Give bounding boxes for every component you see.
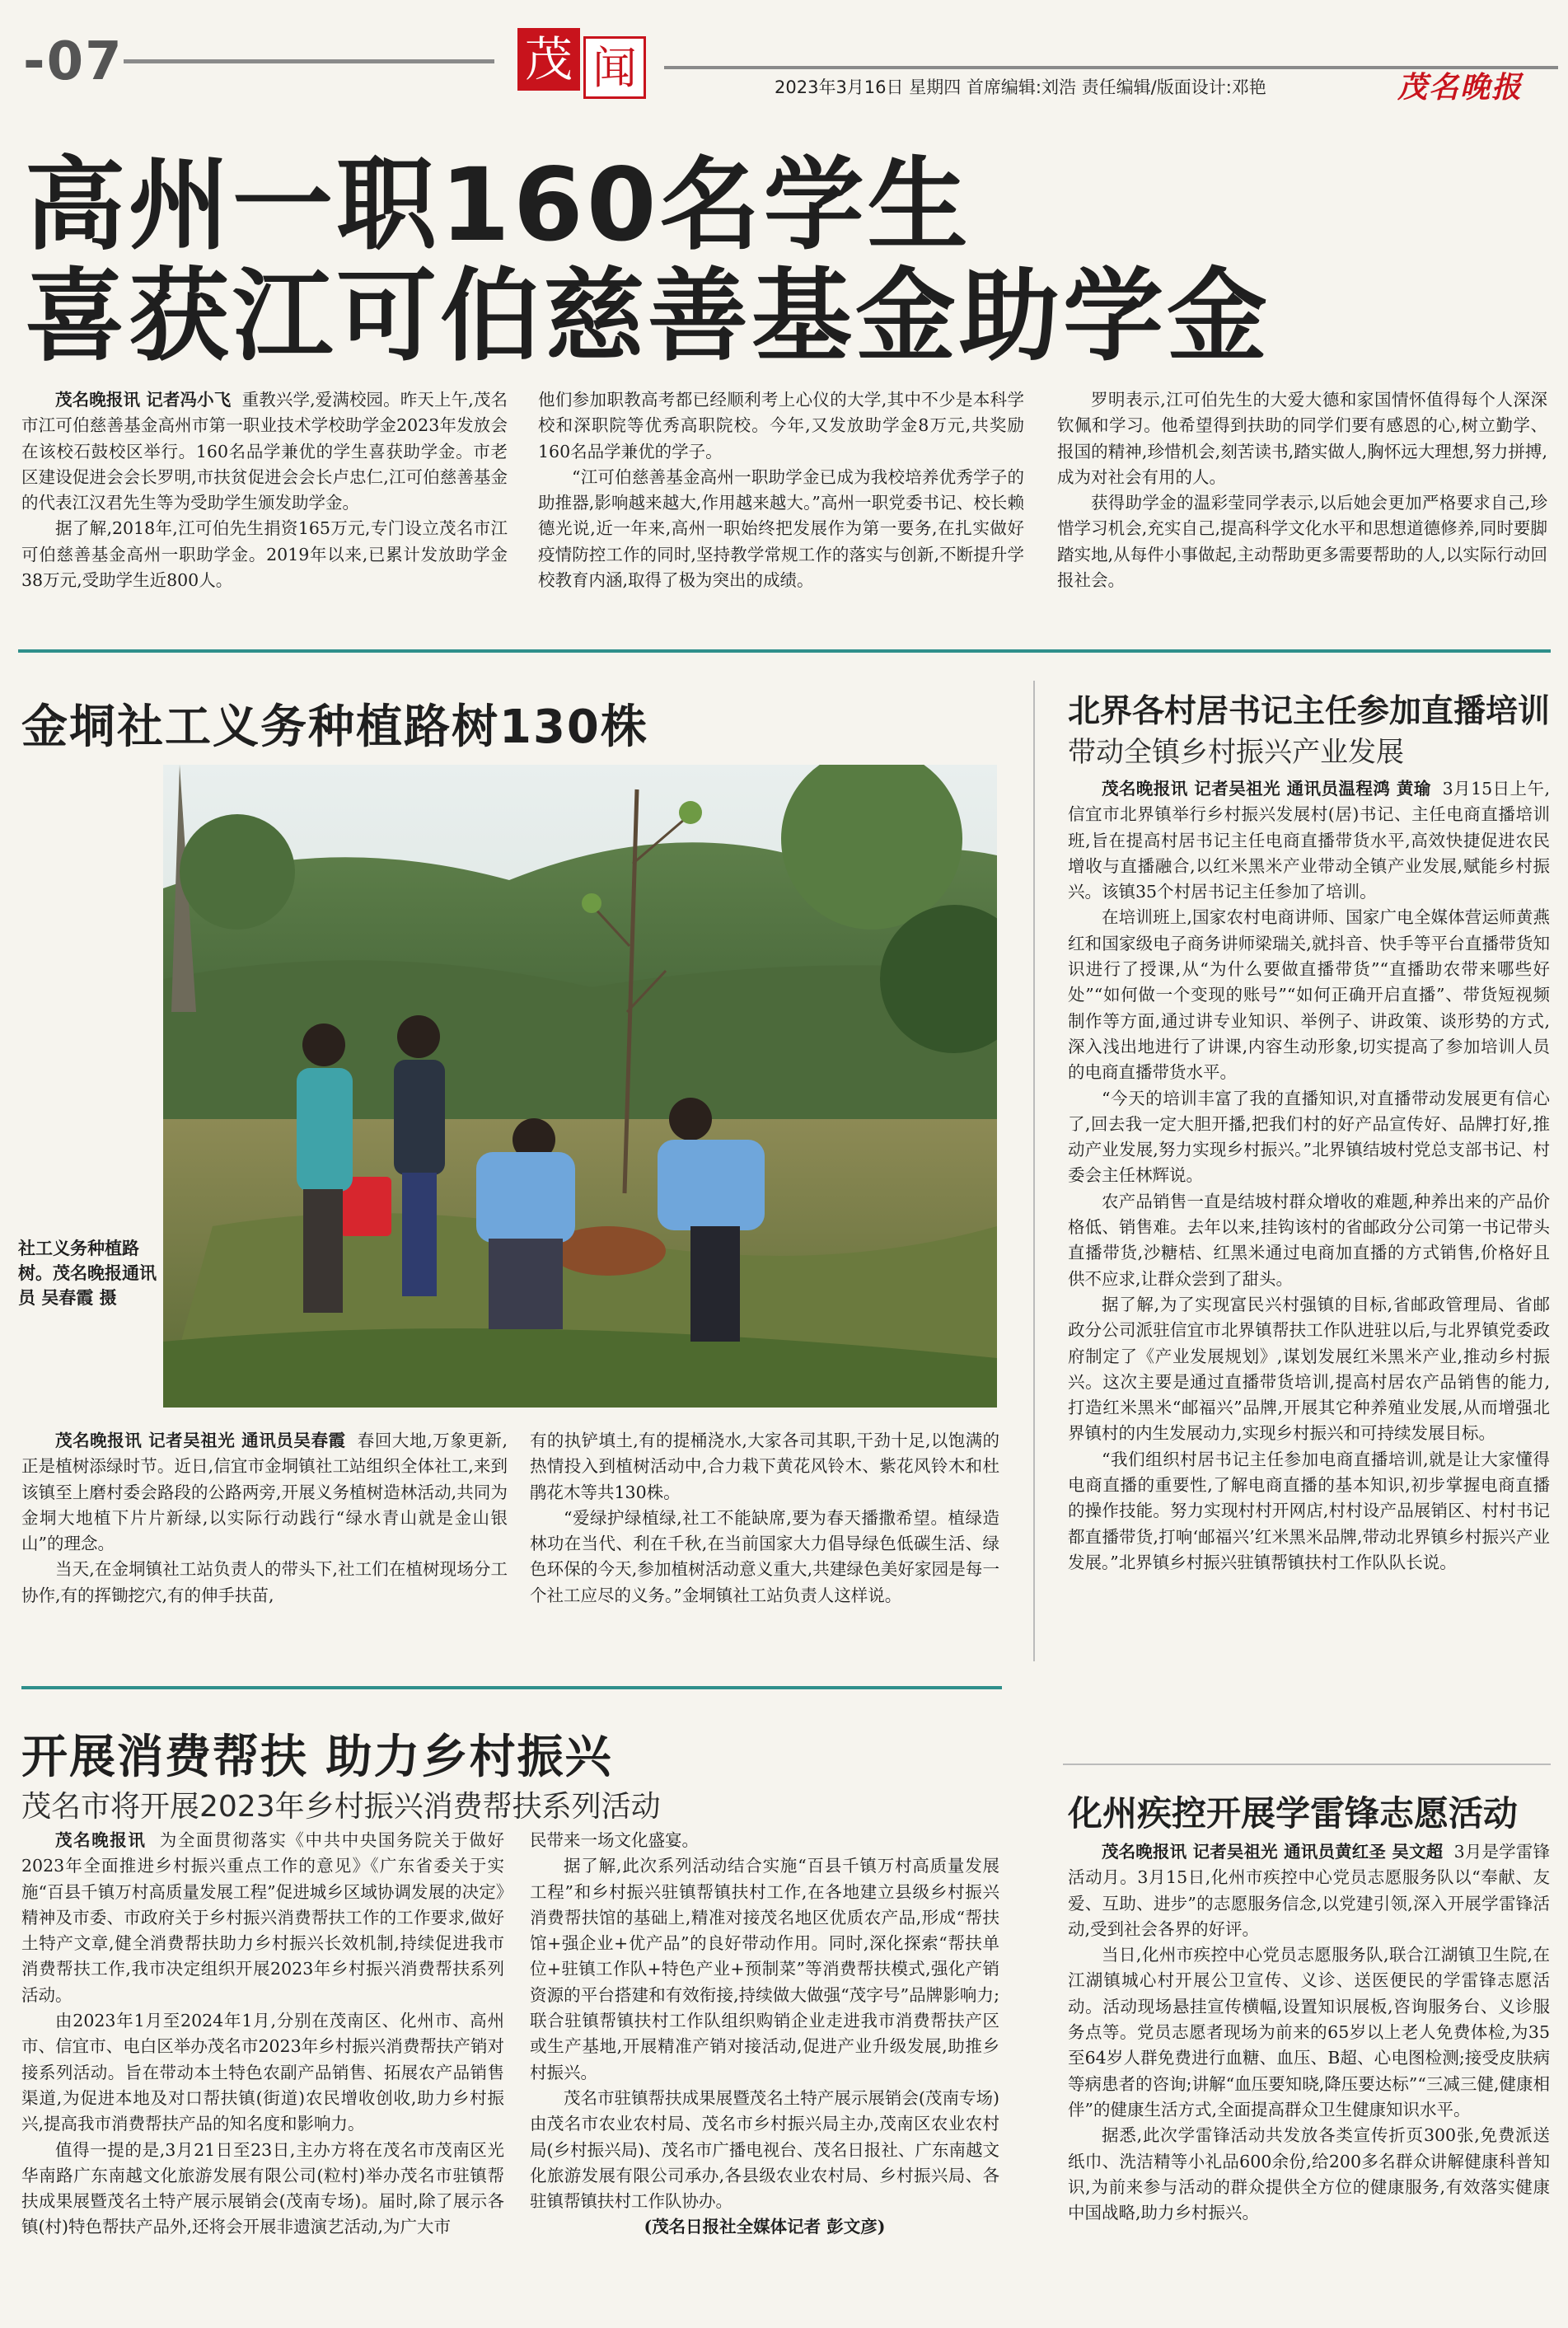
live-p4-text: 农产品销售一直是结坡村群众增收的难题,种养出来的产品价格低、销售难。去年以来,挂钩该村的省邮政分公司第一书记带头直播带货,沙糖桔、红黑米通过电商加直播的方式销售,价格好且供不应求,让群众尝到了甜头。 xyxy=(1068,1191,1550,1289)
trees-byline: 茂名晚报讯 记者吴祖光 通讯员吴春霞 xyxy=(55,1431,346,1450)
cdc-p3-text: 据悉,此次学雷锋活动共发放各类宣传折页300张,免费派送纸巾、洗洁精等小礼品600余份,给200多名群众讲解健康科普知识,为前来参与活动的群众提供全方位的健康服务,有效落实健康中国战略,助力乡村振兴。 xyxy=(1068,2125,1550,2223)
lead-col1-text: 重教兴学,爱满校园。昨天上午,茂名市江可伯慈善基金高州市第一职业技术学校助学金2023年发放会在该校石鼓校区举行。160名品学兼优的学生喜获助学金。市老区建设促进会会长罗明,市扶贫促进会会长卢忠仁,江可伯慈善基金的代表江汉君先生等为受助学生颁发助学金。 xyxy=(21,390,508,513)
consume-col2c-text: 茂名市驻镇帮扶成果展暨茂名土特产展示展销会(茂南专场)由茂名市农业农村局、茂名市乡村振兴局主办,茂南区农业农村局(乡村振兴局)、茂名市广播电视台、茂名日报社、广东南越文化旅游发展有限公司承办,各县级农业农村局、乡村振兴局、各驻镇帮镇扶村工作队协办。 xyxy=(530,2087,999,2212)
dateline: 2023年3月16日 星期四 首席编辑:刘浩 责任编辑/版面设计:邓艳 xyxy=(775,77,1266,97)
consume-credit: (茂名日报社全媒体记者 彭文彦) xyxy=(644,2217,886,2237)
consume-col2a-text: 民带来一场文化盛宴。 xyxy=(530,1830,699,1850)
column-divider xyxy=(1033,681,1035,1661)
consume-col1b-text: 由2023年1月至2024年1月,分别在茂南区、化州市、高州市、信宜市、电白区举办茂名市2023年乡村振兴消费帮扶产销对接系列活动。旨在带动本土特色农副产品销售、拓展农产品销售渠道,为促进本地及对口帮扶镇(街道)农民增收创收,助力乡村振兴,提高我市消费帮扶产品的知名度和影响力。 xyxy=(21,2011,504,2134)
trees-column-1 xyxy=(21,1428,508,1642)
page-number: -07 xyxy=(23,31,124,92)
section-divider xyxy=(18,649,1551,653)
lead-col3b-text: 获得助学金的温彩莹同学表示,以后她会更加严格要求自己,珍惜学习机会,充实自己,提高科学文化水平和思想道德修养,同时要脚踏实地,从每件小事做起,主动帮助更多需要帮助的人,以实际行动回报社会。 xyxy=(1057,493,1547,591)
lead-col2a-text: 他们参加职教高考都已经顺利考上心仪的大学,其中不少是本科学校和深职院等优秀高职院校。今年,又发放助学金8万元,共奖励160名品学兼优的学子。 xyxy=(538,390,1024,461)
cdc-p1-text: 3月是学雷锋活动月。3月15日,化州市疾控中心党员志愿服务队以“奉献、友爱、互助、进步”的志愿服务信念,以党建引领,深入开展学雷锋活动,受到社会各界的好评。 xyxy=(1068,1842,1550,1939)
section-char-2: 闻 xyxy=(583,36,646,99)
tree-planting-photo xyxy=(163,765,997,1408)
trees-title: 金垌社工义务种植路树130株 xyxy=(21,700,648,754)
photo-caption: 社工义务种植路树。茂名晚报通讯员 吴春霞 摄 xyxy=(18,1239,157,1308)
trees-col1a-text: 春回大地,万象更新,正是植树添绿时节。近日,信宜市金垌镇社工站组织全体社工,来到该镇至上磨村委会路段的公路两旁,开展义务植树造林活动,共同为金垌大地植下片片新绿,以实际行动践行“绿水青山就是金山银山”的理念。 xyxy=(21,1431,508,1554)
lead-byline: 茂名晚报讯 记者冯小飞 xyxy=(55,390,232,410)
live-p6-text: “我们组织村居书记主任参加电商直播培训,就是让大家懂得电商直播的重要性,了解电商直播的基本知识,初步掌握电商直播的操作技能。努力实现村村开网店,村村设产品展销区、村村书记都直播带货,打响‘邮福兴’红米黑米品牌,带动北界镇乡村振兴产业发展。”北界镇乡村振兴驻镇帮镇扶村工作队队长说。 xyxy=(1068,1449,1550,1572)
lead-title-line1: 高州一职160名学生 xyxy=(25,147,971,264)
photo-illustration xyxy=(163,765,997,1408)
consume-column-1 xyxy=(21,1828,504,2314)
live-byline: 茂名晚报讯 记者吴祖光 通讯员温程鸿 黄瑜 xyxy=(1102,779,1431,799)
lead-col3a-text: 罗明表示,江可伯先生的大爱大德和家国情怀值得每个人深深钦佩和学习。他希望得到扶助的同学们要有感恩的心,树立勤学、报国的精神,珍惜机会,刻苦读书,踏实做人,胸怀远大理想,努力拼搏,成为对社会有用的人。 xyxy=(1057,390,1547,487)
section-char-1: 茂 xyxy=(517,28,580,91)
live-p1-text: 3月15日上午,信宜市北界镇举行乡村振兴发展村(居)书记、主任电商直播培训班,旨在提高村居书记主任电商直播带货水平,高效快捷促进农民增收与直播融合,以红米黑米产业带动全镇产业发展,赋能乡村振兴。该镇35个村居书记主任参加了培训。 xyxy=(1068,779,1550,902)
trees-col1b-text: 当天,在金垌镇社工站负责人的带头下,社工们在植树现场分工协作,有的挥锄挖穴,有的伸手扶苗, xyxy=(21,1559,508,1605)
cdc-title: 化州疾控开展学雷锋志愿活动 xyxy=(1068,1793,1519,1834)
header-rule xyxy=(124,59,494,63)
live-subtitle: 带动全镇乡村振兴产业发展 xyxy=(1068,736,1404,769)
consume-byline: 茂名晚报讯 xyxy=(55,1830,147,1850)
live-p2-text: 在培训班上,国家农村电商讲师、国家广电全媒体营运师黄燕红和国家级电子商务讲师梁瑞关,就抖音、快手等平台直播带货知识进行了授课,从“为什么要做直播带货”“直播助农带来哪些好处”“如何做一个变现的账号”“如何正确开启直播”、带货短视频制作等方面,通过讲专业知识、举例子、讲政策、谈形势的方式,深入浅出地进行了讲课,内容生动形象,切实提高了参加培训人员的电商直播带货水平。 xyxy=(1068,907,1550,1083)
live-column xyxy=(1068,776,1550,1732)
trees-col2b-text: “爱绿护绿植绿,社工不能缺席,要为春天播撒希望。植绿造林功在当代、利在千秋,在当前国家大力倡导绿色低碳生活、绿色环保的今天,参加植树活动意义重大,共建绿色美好家园是每一个社工应尽的义务。”金垌镇社工站负责人这样说。 xyxy=(530,1507,999,1605)
live-p5-text: 据了解,为了实现富民兴村强镇的目标,省邮政管理局、省邮政分公司派驻信宜市北界镇帮扶工作队进驻以后,与北界镇党委政府制定了《产业发展规划》,谋划发展红米黑米产业,推动乡村振兴。这次主要是通过直播带货培训,提高村居农产品销售的能力,打造红米黑米“邮福兴”品牌,开展其它种养殖业发展,从而增强北界镇村的内生发展动力,实现乡村振兴和可持续发展目标。 xyxy=(1068,1294,1550,1444)
cdc-column xyxy=(1068,1839,1550,2317)
cdc-top-rule xyxy=(1063,1764,1551,1765)
lead-col2b-text: “江可伯慈善基金高州一职助学金已成为我校培养优秀学子的助推器,影响越来越大,作用越来越大。”高州一职党委书记、校长赖德光说,近一年来,高州一职始终把发展作为第一要务,在扎实做好疫情防控工作的同时,坚持教学常规工作的落实与创新,不断提升学校教育内涵,取得了极为突出的成绩。 xyxy=(538,466,1024,591)
live-title: 北界各村居书记主任参加直播培训 xyxy=(1068,693,1551,730)
consume-col2b-text: 据了解,此次系列活动结合实施“百县千镇万村高质量发展工程”和乡村振兴驻镇帮镇扶村工作,在各地建立县级乡村振兴消费帮扶馆的基础上,精准对接茂名地区优质农产品,形成“帮扶馆+强企业+优产品”的良好带动作用。同时,深化探索“帮扶单位+驻镇工作队+特色产业+预制菜”等消费帮扶模式,强化产销资源的平台搭建和有效衔接,持续做大做强“茂字号”品牌影响力;联合驻镇帮镇扶村工作队组织购销企业走进我市消费帮扶产区或生产基地,开展精准产销对接活动,促进产业升级发展,助推乡村振兴。 xyxy=(530,1856,999,2082)
consume-column-2 xyxy=(530,1828,999,2314)
trees-bottom-rule xyxy=(21,1686,1002,1689)
masthead-logo: 茂名晚报 xyxy=(1397,70,1524,105)
lead-column-1 xyxy=(21,387,508,635)
consume-col1c-text: 值得一提的是,3月21日至23日,主办方将在茂名市茂南区光华南路广东南越文化旅游发展有限公司(粒村)举办茂名市驻镇帮扶成果展暨茂名土特产展示展销会(茂南专场)。届时,除了展示各镇(村)特色帮扶产品外,还将会开展非遗演艺活动,为广大市 xyxy=(21,2139,504,2237)
consume-col1a-text: 为全面贯彻落实《中共中央国务院关于做好2023年全面推进乡村振兴重点工作的意见》《广东省委关于实施“百县千镇万村高质量发展工程”促进城乡区域协调发展的决定》精神及市委、市政府关于乡村振兴消费帮扶工作的工作要求,做好土特产文章,健全消费帮扶助力乡村振兴长效机制,持续促进我市消费帮扶工作,我市决定组织开展2023年乡村振兴消费帮扶系列活动。 xyxy=(21,1830,504,2005)
cdc-byline: 茂名晚报讯 记者吴祖光 通讯员黄红圣 吴文超 xyxy=(1102,1842,1444,1862)
cdc-p2-text: 当日,化州市疾控中心党员志愿服务队,联合江湖镇卫生院,在江湖镇城心村开展公卫宣传、义诊、送医便民的学雷锋志愿活动。活动现场悬挂宣传横幅,设置知识展板,咨询服务台、义诊服务点等。党员志愿者现场为前来的65岁以上老人免费体检,为35至64岁人群免费进行血糖、血压、B超、心电图检测;接受皮肤病等病患者的咨询;讲解“血压要知晓,降压要达标”“三减三健,健康相伴”的健康生活方式,全面提高群众卫生健康知识水平。 xyxy=(1068,1945,1550,2120)
trees-column-2 xyxy=(530,1428,999,1642)
consume-subtitle: 茂名市将开展2023年乡村振兴消费帮扶系列活动 xyxy=(21,1790,661,1824)
lead-column-2 xyxy=(538,387,1024,635)
section-badge xyxy=(517,28,646,102)
consume-title: 开展消费帮扶 助力乡村振兴 xyxy=(21,1731,613,1784)
lead-col1b-text: 据了解,2018年,江可伯先生捐资165万元,专门设立茂名市江可伯慈善基金高州一职助学金。2019年以来,已累计发放助学金38万元,受助学生近800人。 xyxy=(21,518,508,591)
lead-title-line2: 喜获江可伯慈善基金助学金 xyxy=(25,258,1271,375)
live-p3-text: “今天的培训丰富了我的直播知识,对直播带动发展更有信心了,回去我一定大胆开播,把我们村的好产品宣传好、品牌打好,推动产业发展,努力实现乡村振兴。”北界镇结坡村党总支部书记、村委会主任林辉说。 xyxy=(1068,1088,1550,1186)
lead-column-3 xyxy=(1057,387,1547,635)
trees-col2a-text: 有的执铲填土,有的提桶浇水,大家各司其职,干劲十足,以饱满的热情投入到植树活动中,合力栽下黄花风铃木、紫花风铃木和杜鹃花木等共130株。 xyxy=(530,1431,999,1502)
